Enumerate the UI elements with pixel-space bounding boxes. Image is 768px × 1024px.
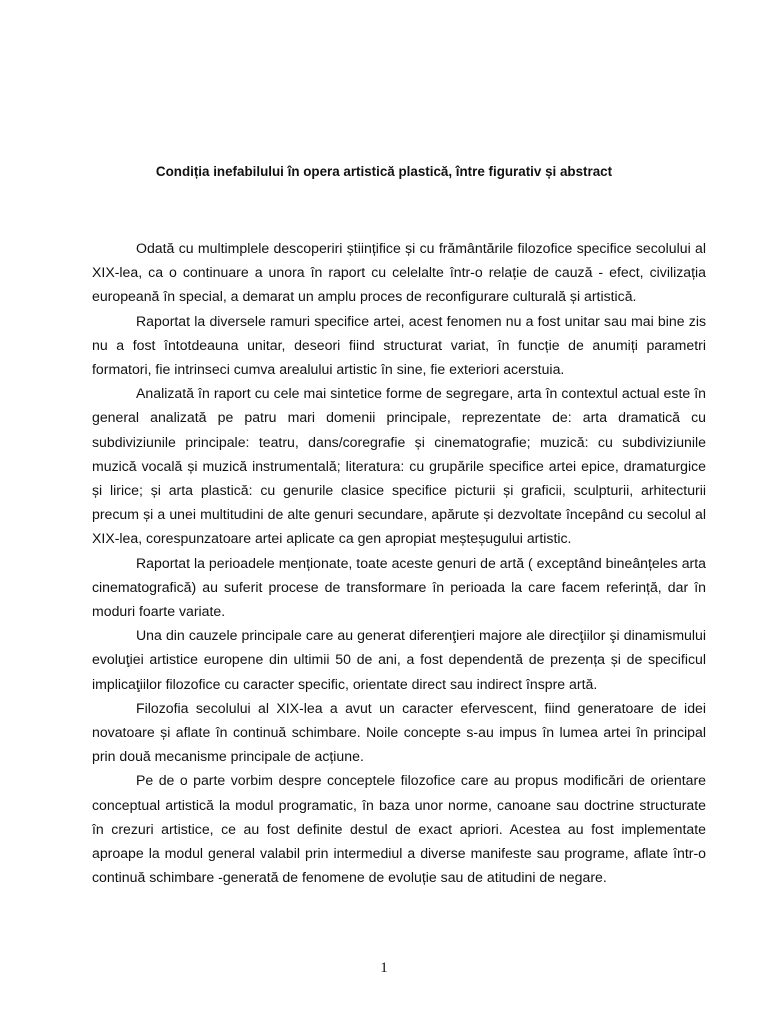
page-number: 1 <box>380 960 388 976</box>
paragraph: Filozofia secolului al XIX-lea a avut un caracter efervescent, fiind generatoare de idei novatoare și aflate în continuă schimbare. Noile concepte s-au impus în lumea artei în principal prin două mecanisme principale de acțiune. <box>92 699 706 765</box>
paragraph: Analizată în raport cu cele mai sintetice forme de segregare, arta în contextul actual este în general analizată pe patru mari domenii principale, reprezentate de: arta dramatică cu subdiviziunile principale: teatru, dans/coregrafie și cinematografie; muzică: cu subdiviziunile muzică vocală și muzică instrumentală; literatura: cu grupările specifice artei epice, dramaturgice și lirice; și arta plastică: cu genurile clasice specifice picturii și graficii, sculpturii, arhitecturii precum și a unei multitudini de alte genuri secundare, apărute și dezvoltate începând cu secolul al XIX-lea, corespunzatoare artei aplicate ca gen apropiat meșteșugului artistic. <box>92 385 706 547</box>
document-body <box>92 236 706 889</box>
paragraph: Una din cauzele principale care au generat diferenţieri majore ale direcţiilor şi dinamismului evoluţiei artistice europene din ultimii 50 de ani, a fost dependentă de prezența și de specificul implicaţiilor filozofice cu caracter specific, orientate direct sau indirect înspre artă. <box>92 627 706 692</box>
paragraph: Raportat la perioadele menționate, toate aceste genuri de artă ( exceptând bineânțeles arta cinematografică) au suferit procese de transformare în perioada la care facem referință, dar în moduri foarte variate. <box>92 554 706 620</box>
paragraph: Raportat la diversele ramuri specifice artei, acest fenomen nu a fost unitar sau mai bine zis nu a fost întotdeauna unitar, deseori fiind structurat variat, în funcție de anumiți parametri formatori, fie intrinseci cumva arealului artistic în sine, fie exteriori acerstuia. <box>92 312 706 378</box>
paragraph: Odată cu multimplele descoperiri științifice și cu frământările filozofice specifice secolului al XIX-lea, ca o continuare a unora în raport cu celelalte într-o relație de cauză - efect, civilizația europeană în special, a demarat un amplu proces de reconfigurare culturală și artistică. <box>92 240 706 305</box>
paragraph: Pe de o parte vorbim despre conceptele filozofice care au propus modificări de orientare conceptual artistică la modul programatic, în baza unor norme, canoane sau doctrine structurate în crezuri artistice, ce au fost definite destul de exact apriori. Acestea au fost implementate aproape la modul general valabil prin intermediul a diverse manifeste sau programe, aflate într-o continuă schimbare -generată de fenomene de evoluție sau de atitudini de negare. <box>92 772 706 886</box>
document-title: Condiția inefabilului în opera artistică plastică, între figurativ și abstract <box>155 164 613 179</box>
